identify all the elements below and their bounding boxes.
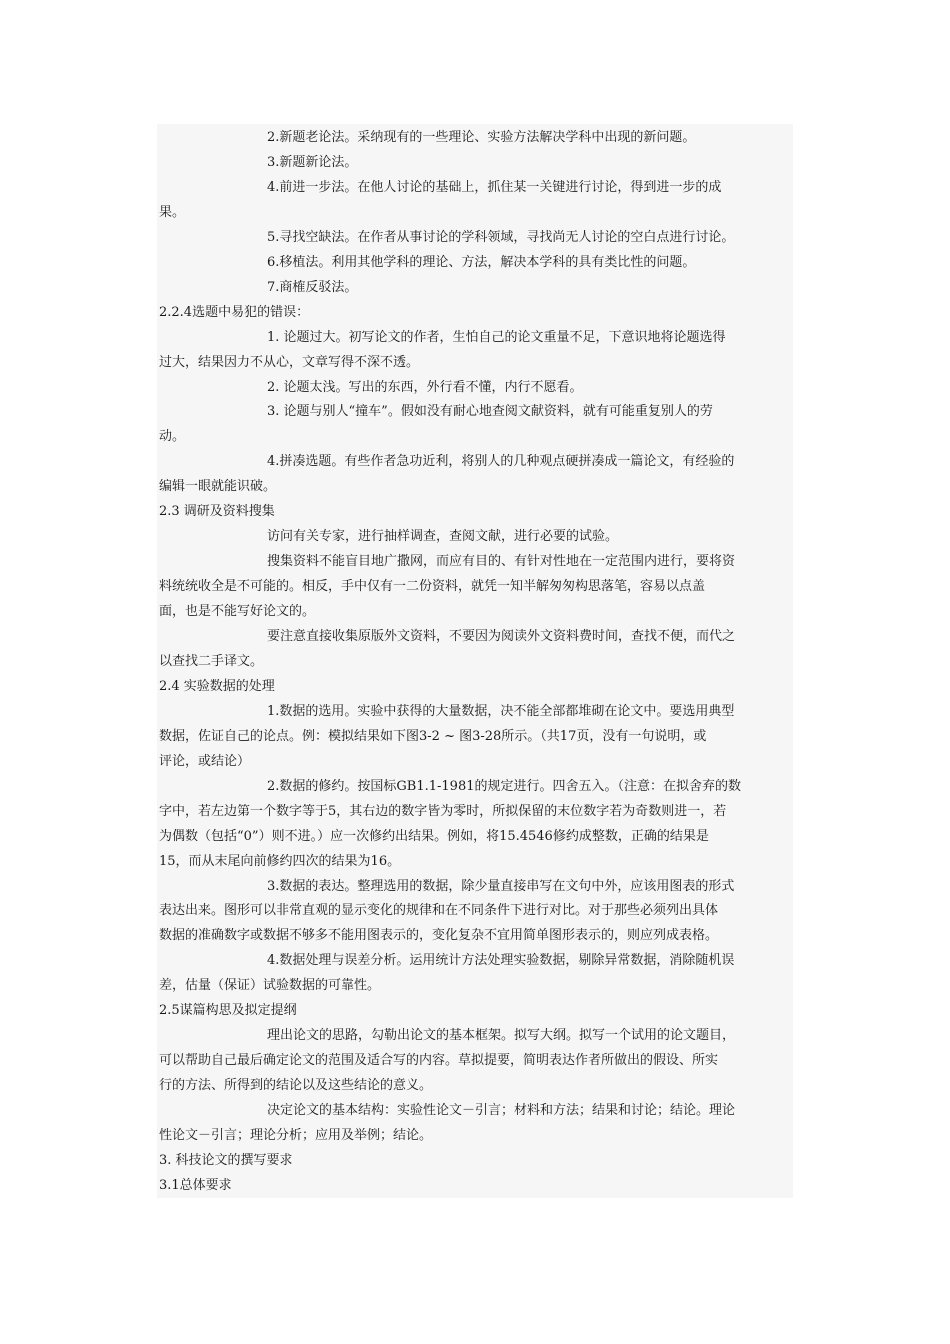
text-line: 4.拼凑选题。有些作者急功近利，将别人的几种观点硬拼凑成一篇论文，有经验的 [267, 454, 735, 470]
text-line: 果。 [159, 204, 186, 220]
text-line: 3. 论题与别人“撞车”。假如没有耐心地查阅文献资料，就有可能重复别人的劳 [267, 404, 713, 420]
text-line: 4.数据处理与误差分析。运用统计方法处理实验数据，剔除异常数据，消除随机误 [267, 953, 735, 969]
text-line: 3.1总体要求 [159, 1177, 232, 1193]
text-line: 为偶数（包括“0”）则不进。）应一次修约出结果。例如，将15.4546修约成整数，正确的结果是 [159, 828, 709, 844]
text-line: 决定论文的基本结构：实验性论文－引言；材料和方法；结果和讨论；结论。理论 [267, 1103, 736, 1119]
text-line: 要注意直接收集原版外文资料，不要因为阅读外文资料费时间，查找不便，而代之 [267, 629, 736, 644]
text-line: 3.数据的表达。整理选用的数据，除少量直接串写在文句中外，应该用图表的形式 [267, 878, 735, 894]
text-line: 3.新题新论法。 [267, 154, 358, 170]
text-line: 理出论文的思路，勾勒出论文的基本框架。拟写大纲。拟写一个试用的论文题目， [267, 1028, 736, 1044]
text-line: 数据，佐证自己的论点。例：模拟结果如下图3-2 ~ 图3-28所示。（共17页，没有一句说明，或 [159, 728, 707, 744]
text-line: 差，估量（保证）试验数据的可靠性。 [159, 978, 381, 994]
text-line: 2.4 实验数据的处理 [159, 678, 275, 694]
text-line: 4.前进一步法。在他人讨论的基础上，抓住某一关键进行讨论，得到进一步的成 [267, 179, 722, 195]
text-line: 5.寻找空缺法。在作者从事讨论的学科领域，寻找尚无人讨论的空白点进行讨论。 [267, 229, 735, 245]
text-line: 1. 论题过大。初写论文的作者，生怕自己的论文重量不足，下意识地将论题选得 [267, 329, 726, 345]
text-line: 表达出来。图形可以非常直观的显示变化的规律和在不同条件下进行对比。对于那些必须列出具体 [159, 903, 719, 919]
text-line: 2.3 调研及资料搜集 [159, 504, 275, 520]
text-line: 编辑一眼就能识破。 [159, 479, 277, 495]
text-line: 7.商榷反驳法。 [267, 279, 358, 295]
text-line: 15，而从末尾向前修约四次的结果为16。 [159, 853, 401, 869]
text-line: 以查找二手译文。 [159, 653, 264, 669]
text-line: 评论，或结论） [159, 753, 251, 769]
text-line: 1.数据的选用。实验中获得的大量数据，决不能全部都堆砌在论文中。要选用典型 [267, 703, 735, 719]
text-line: 过大，结果因力不从心，文章写得不深不透。 [159, 354, 420, 370]
text-line: 可以帮助自己最后确定论文的范围及适合写的内容。草拟提要，简明表达作者所做出的假设、所实 [159, 1053, 719, 1069]
text-line: 2.2.4选题中易犯的错误： [159, 304, 310, 320]
text-line: 搜集资料不能盲目地广撒网，而应有目的、有针对性地在一定范围内进行，要将资 [267, 554, 736, 570]
text-line: 3. 科技论文的撰写要求 [159, 1152, 293, 1168]
text-line: 字中，若左边第一个数字等于5，其右边的数字皆为零时，所拟保留的末位数字若为奇数则进一，若 [159, 803, 727, 819]
text-line: 数据的准确数字或数据不够多不能用图表示的，变化复杂不宜用简单图形表示的，则应列成表格。 [159, 928, 719, 944]
text-line: 访问有关专家，进行抽样调查，查阅文献，进行必要的试验。 [267, 529, 619, 545]
text-line: 2.新题老论法。采纳现有的一些理论、实验方法解决学科中出现的新问题。 [267, 130, 696, 145]
document-body [157, 124, 793, 1198]
text-line: 2. 论题太浅。写出的东西，外行看不懂，内行不愿看。 [267, 379, 583, 395]
text-line: 面，也是不能写好论文的。 [159, 604, 316, 620]
text-line: 2.数据的修约。按国标GB1.1-1981的规定进行。四舍五入。（注意：在拟舍弃的数 [267, 778, 741, 794]
text-line: 6.移植法。利用其他学科的理论、方法，解决本学科的具有类比性的问题。 [267, 254, 696, 270]
text-line: 性论文－引言；理论分析；应用及举例；结论。 [159, 1128, 433, 1143]
text-line: 行的方法、所得到的结论以及这些结论的意义。 [159, 1078, 433, 1094]
text-line: 2.5谋篇构思及拟定提纲 [159, 1003, 297, 1019]
text-line: 料统统收全是不可能的。相反，手中仅有一二份资料，就凭一知半解匆匆构思落笔，容易以点盖 [159, 579, 706, 595]
text-line: 动。 [159, 429, 186, 445]
